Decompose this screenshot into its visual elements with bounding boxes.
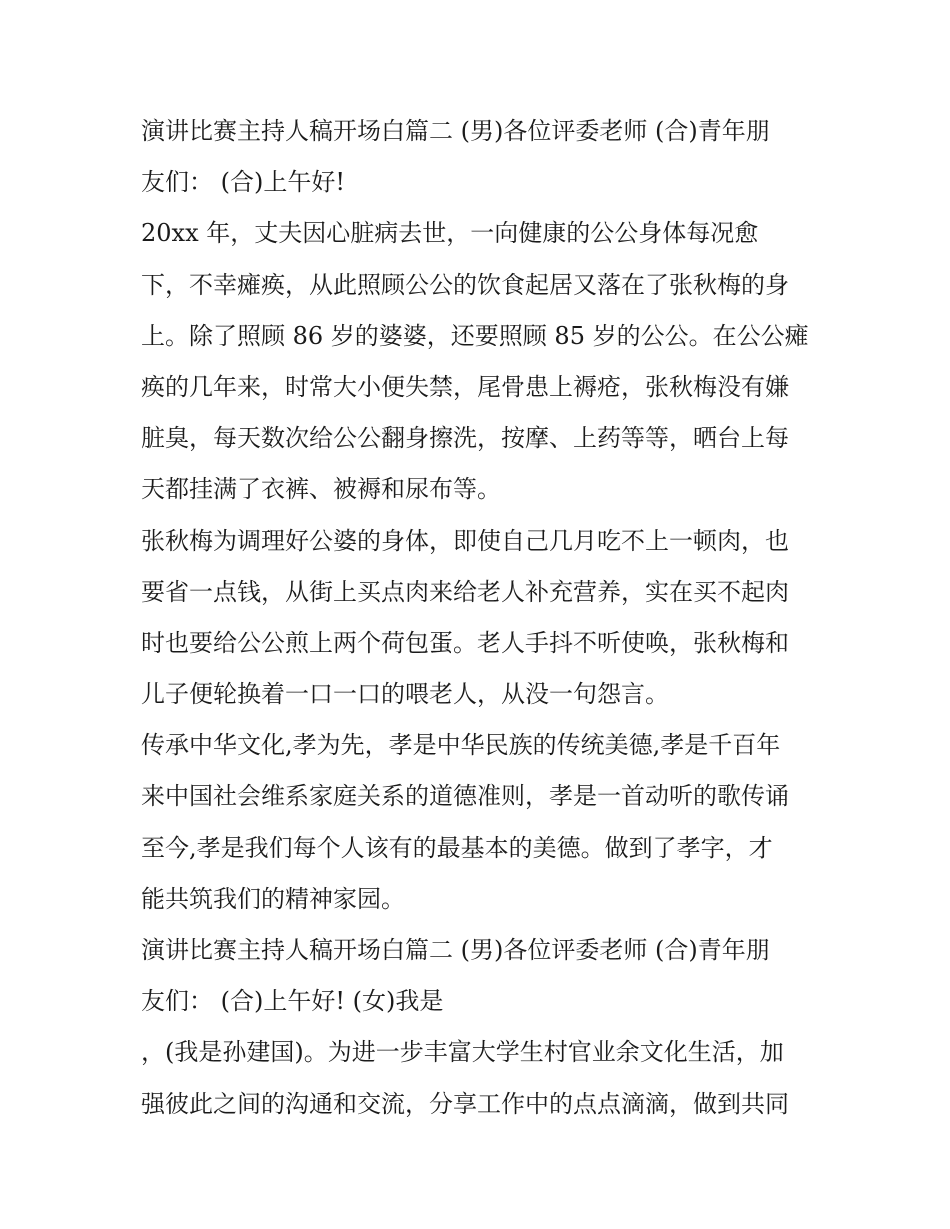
text-line: 友们： (合)上午好! — [141, 168, 345, 197]
text-line: 能共筑我们的精神家园。 — [141, 884, 405, 913]
text-line: 上。除了照顾 86 岁的婆婆，还要照顾 85 岁的公公。在公公瘫 — [141, 321, 809, 350]
text-line: 下，不幸瘫痪，从此照顾公公的饮食起居又落在了张秋梅的身 — [141, 270, 789, 299]
text-line: 痪的几年来，时常大小便失禁，尾骨患上褥疮，张秋梅没有嫌 — [141, 372, 789, 401]
text-line: 时也要给公公煎上两个荷包蛋。老人手抖不听使唤，张秋梅和 — [141, 628, 789, 657]
text-line: 至今,孝是我们每个人该有的最基本的美德。做到了孝字，才 — [141, 833, 773, 862]
text-line: 演讲比赛主持人稿开场白篇二 (男)各位评委老师 (合)青年朋 — [141, 936, 770, 964]
text-line: 要省一点钱，从街上买点肉来给老人补充营养，实在买不起肉 — [141, 577, 789, 606]
text-line: 友们： (合)上午好! (女)我是 — [141, 987, 444, 1016]
text-line: ，(我是孙建国)。为进一步丰富大学生村官业余文化生活，加 — [141, 1038, 784, 1067]
text-line: 张秋梅为调理好公婆的身体，即使自己几月吃不上一顿肉，也 — [141, 526, 789, 555]
text-line: 天都挂满了衣裤、被褥和尿布等。 — [141, 475, 501, 504]
text-line: 传承中华文化,孝为先，孝是中华民族的传统美德,孝是千百年 — [141, 731, 781, 760]
text-line: 儿子便轮换着一口一口的喂老人，从没一句怨言。 — [141, 680, 669, 709]
text-line: 来中国社会维系家庭关系的道德准则，孝是一首动听的歌传诵 — [141, 782, 789, 811]
text-line: 20xx 年，丈夫因心脏病去世，一向健康的公公身体每况愈 — [141, 219, 759, 248]
text-line: 脏臭，每天数次给公公翻身擦洗，按摩、上药等等，晒台上每 — [141, 424, 789, 453]
text-line: 强彼此之间的沟通和交流，分享工作中的点点滴滴，做到共同 — [141, 1089, 789, 1118]
document-body — [141, 106, 813, 1130]
text-line: 演讲比赛主持人稿开场白篇二 (男)各位评委老师 (合)青年朋 — [141, 117, 770, 145]
